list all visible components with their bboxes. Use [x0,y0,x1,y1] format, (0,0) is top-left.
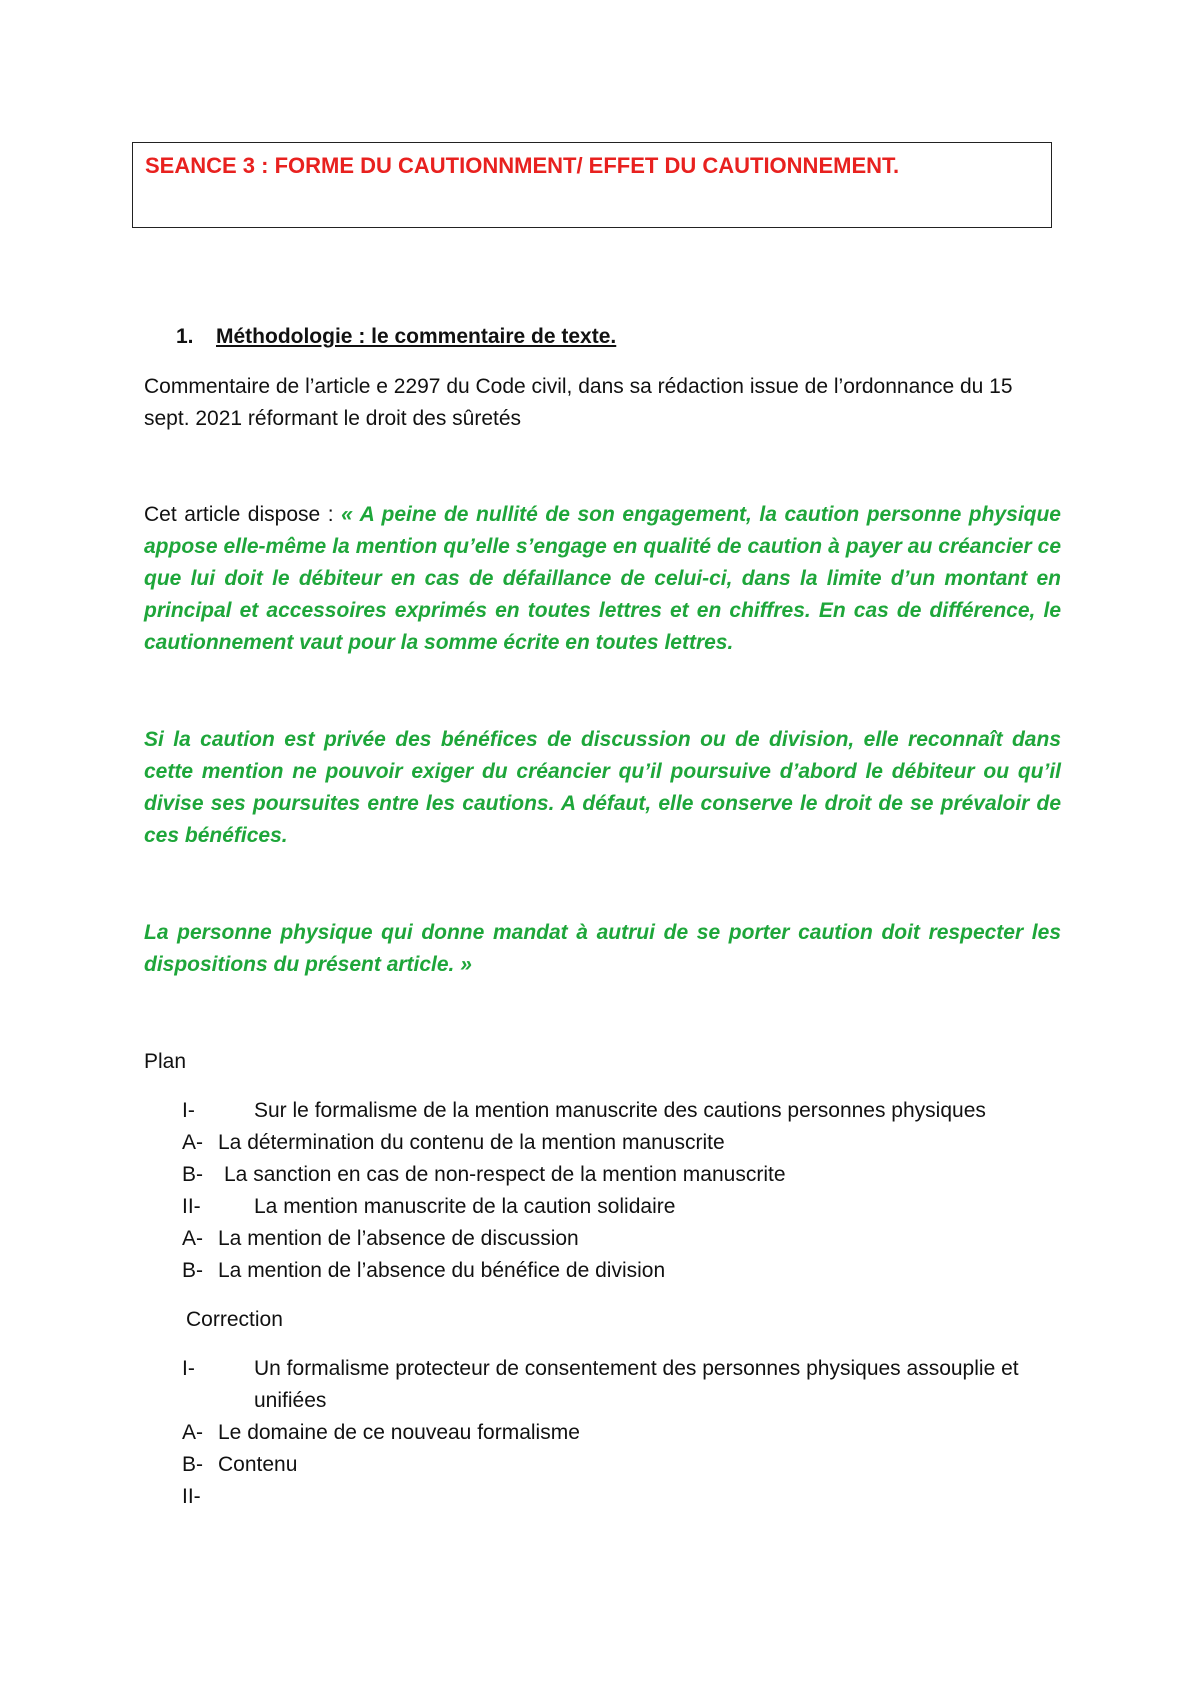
section-heading [176,321,616,353]
plan-label: La mention de l’absence de discussion [218,1227,579,1250]
article-paragraph-1 [144,499,1061,659]
correction-marker: A- [182,1421,203,1444]
intro-line-2: sept. 2021 réformant le droit des sûretés [144,407,522,430]
article-quote-1: « A peine de nullité de son engagement, la caution personne physique appose elle-même la mention qu’elle s’engage en qualité de caution à payer au créancier ce que lui doit le débiteur en cas de défaillance de celui-ci, dans la limite d’un montant en principal et accessoires exprimés en toutes lettres et en chiffres. En cas de différence, le cautionnement vaut pour la somme écrite en toutes lettres. [144,503,1061,654]
correction-label: Un formalisme protecteur de consentement des personnes physiques assouplie et [254,1357,1019,1380]
plan-label: La détermination du contenu de la mention manuscrite [218,1131,725,1154]
correction-marker: I- [182,1357,195,1380]
correction-marker: B- [182,1453,203,1476]
intro-line-1: Commentaire de l’article e 2297 du Code civil, dans sa rédaction issue de l’ordonnance du 15 [144,375,1013,398]
correction-marker: II- [182,1485,201,1508]
section-title: Méthodologie : le commentaire de texte. [216,325,617,348]
plan-marker: I- [182,1099,195,1122]
correction-heading: Correction [186,1308,283,1331]
intro-paragraph [144,371,1013,435]
page-title: SEANCE 3 : FORME DU CAUTIONNMENT/ EFFET DU CAUTIONNEMENT. [145,153,900,178]
plan-label: La sanction en cas de non-respect de la mention manuscrite [224,1163,786,1186]
correction-label: Contenu [218,1453,298,1476]
correction-label: Le domaine de ce nouveau formalisme [218,1421,580,1444]
plan-marker: A- [182,1227,203,1250]
plan-marker: II- [182,1195,201,1218]
section-number: 1. [176,325,194,348]
plan-marker: B- [182,1163,203,1186]
article-paragraph-3: La personne physique qui donne mandat à autrui de se porter caution doit respecter les dispositions du présent article. » [144,921,1061,976]
title-box [132,142,1052,228]
article-lead: Cet article dispose : [144,503,342,526]
plan-marker: B- [182,1259,203,1282]
plan-heading: Plan [144,1050,187,1073]
article-paragraph-2: Si la caution est privée des bénéfices de discussion ou de division, elle reconnaît dans cette mention ne pouvoir exiger du créancier qu’il poursuive d’abord le débiteur ou qu’il divise ses poursuites entre les cautions. A défaut, elle conserve le droit de se prévaloir de ces bénéfices. [144,728,1061,847]
plan-marker: A- [182,1131,203,1154]
correction-label-continued: unifiées [254,1389,327,1412]
plan-label: La mention manuscrite de la caution solidaire [254,1195,676,1218]
plan-label: La mention de l’absence du bénéfice de division [218,1259,666,1282]
plan-label: Sur le formalisme de la mention manuscrite des cautions personnes physiques [254,1099,986,1122]
